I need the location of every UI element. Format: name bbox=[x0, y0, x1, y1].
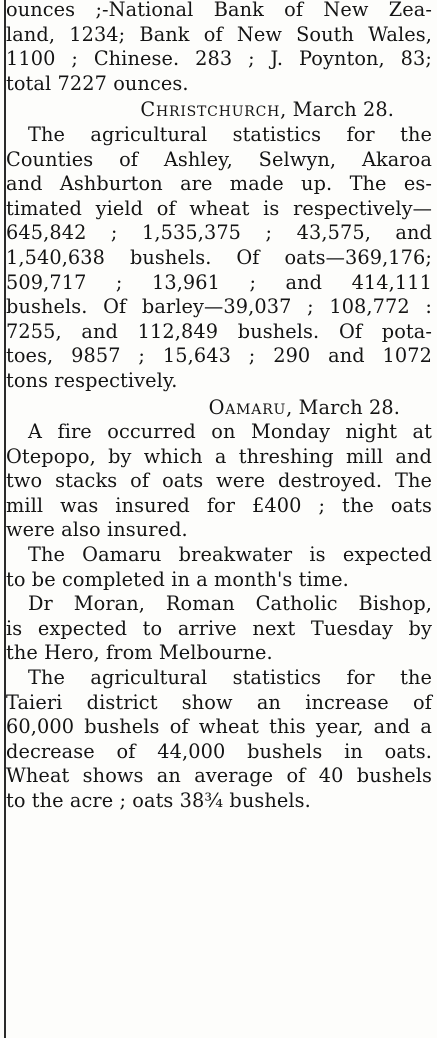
text-line: timated yield of wheat is respectively— bbox=[6, 196, 432, 220]
text-line: The agricultural statistics for the bbox=[28, 122, 432, 146]
text-line: Wheat shows an average of 40 bushels bbox=[6, 764, 432, 788]
text-line: 509,717 ; 13,961 ; and 414,111 bbox=[6, 270, 432, 294]
text-line: land, 1234; Bank of New South Wales, bbox=[6, 22, 432, 46]
text-line: were also insured. bbox=[6, 518, 188, 542]
dateline-place: Christchurch bbox=[140, 98, 281, 122]
text-line: Otepopo, by which a threshing mill and bbox=[6, 444, 432, 468]
oamaru-breakwater-paragraph bbox=[6, 543, 432, 592]
taieri-statistics-paragraph bbox=[6, 666, 432, 814]
text-line: The agricultural statistics for the bbox=[28, 666, 432, 690]
dateline-place: Oamaru bbox=[208, 395, 287, 419]
text-line: is expected to arrive next Tuesday by bbox=[6, 616, 432, 640]
text-line: 60,000 bushels of wheat this year, and a bbox=[6, 715, 432, 739]
christchurch-paragraph bbox=[6, 123, 432, 394]
text-line: 1,540,638 bushels. Of oats—369,176; bbox=[6, 245, 432, 269]
text-line: 1100 ; Chinese. 283 ; J. Poynton, 83; bbox=[6, 47, 432, 71]
text-line: the Hero, from Melbourne. bbox=[6, 641, 273, 665]
text-line: tons respectively. bbox=[6, 368, 178, 392]
article-column bbox=[6, 0, 432, 814]
text-line: Dr Moran, Roman Catholic Bishop, bbox=[28, 592, 432, 616]
dateline-date: , March 28. bbox=[286, 395, 400, 419]
text-line: and Ashburton are made up. The es- bbox=[6, 172, 432, 196]
text-line: A fire occurred on Monday night at bbox=[28, 420, 432, 444]
dateline-oamaru bbox=[6, 396, 432, 421]
text-line: to be completed in a month's time. bbox=[6, 567, 349, 591]
text-line: The Oamaru breakwater is expected bbox=[28, 543, 432, 567]
text-line: to the acre ; oats 38¾ bushels. bbox=[6, 789, 311, 812]
text-line: ounces ;-National Bank of New Zea- bbox=[6, 0, 432, 21]
text-line: total 7227 ounces. bbox=[6, 71, 189, 95]
oamaru-fire-paragraph bbox=[6, 420, 432, 543]
gold-return-paragraph bbox=[6, 0, 432, 96]
text-line: two stacks of oats were destroyed. The bbox=[6, 469, 432, 493]
text-line: 7255, and 112,849 bushels. Of pota- bbox=[6, 319, 432, 343]
text-line: Taieri district show an increase of bbox=[6, 690, 432, 714]
text-line: Counties of Ashley, Selwyn, Akaroa bbox=[6, 147, 432, 171]
oamaru-bishop-paragraph bbox=[6, 592, 432, 666]
dateline-christchurch bbox=[6, 98, 432, 123]
text-line: decrease of 44,000 bushels in oats. bbox=[6, 739, 432, 763]
text-line: toes, 9857 ; 15,643 ; 290 and 1072 bbox=[6, 344, 432, 368]
text-line: bushels. Of barley—39,037 ; 108,772 : bbox=[6, 295, 432, 319]
text-line: mill was insured for £400 ; the oats bbox=[6, 493, 432, 517]
dateline-date: , March 28. bbox=[280, 98, 394, 122]
text-line: 645,842 ; 1,535,375 ; 43,575, and bbox=[6, 221, 432, 245]
